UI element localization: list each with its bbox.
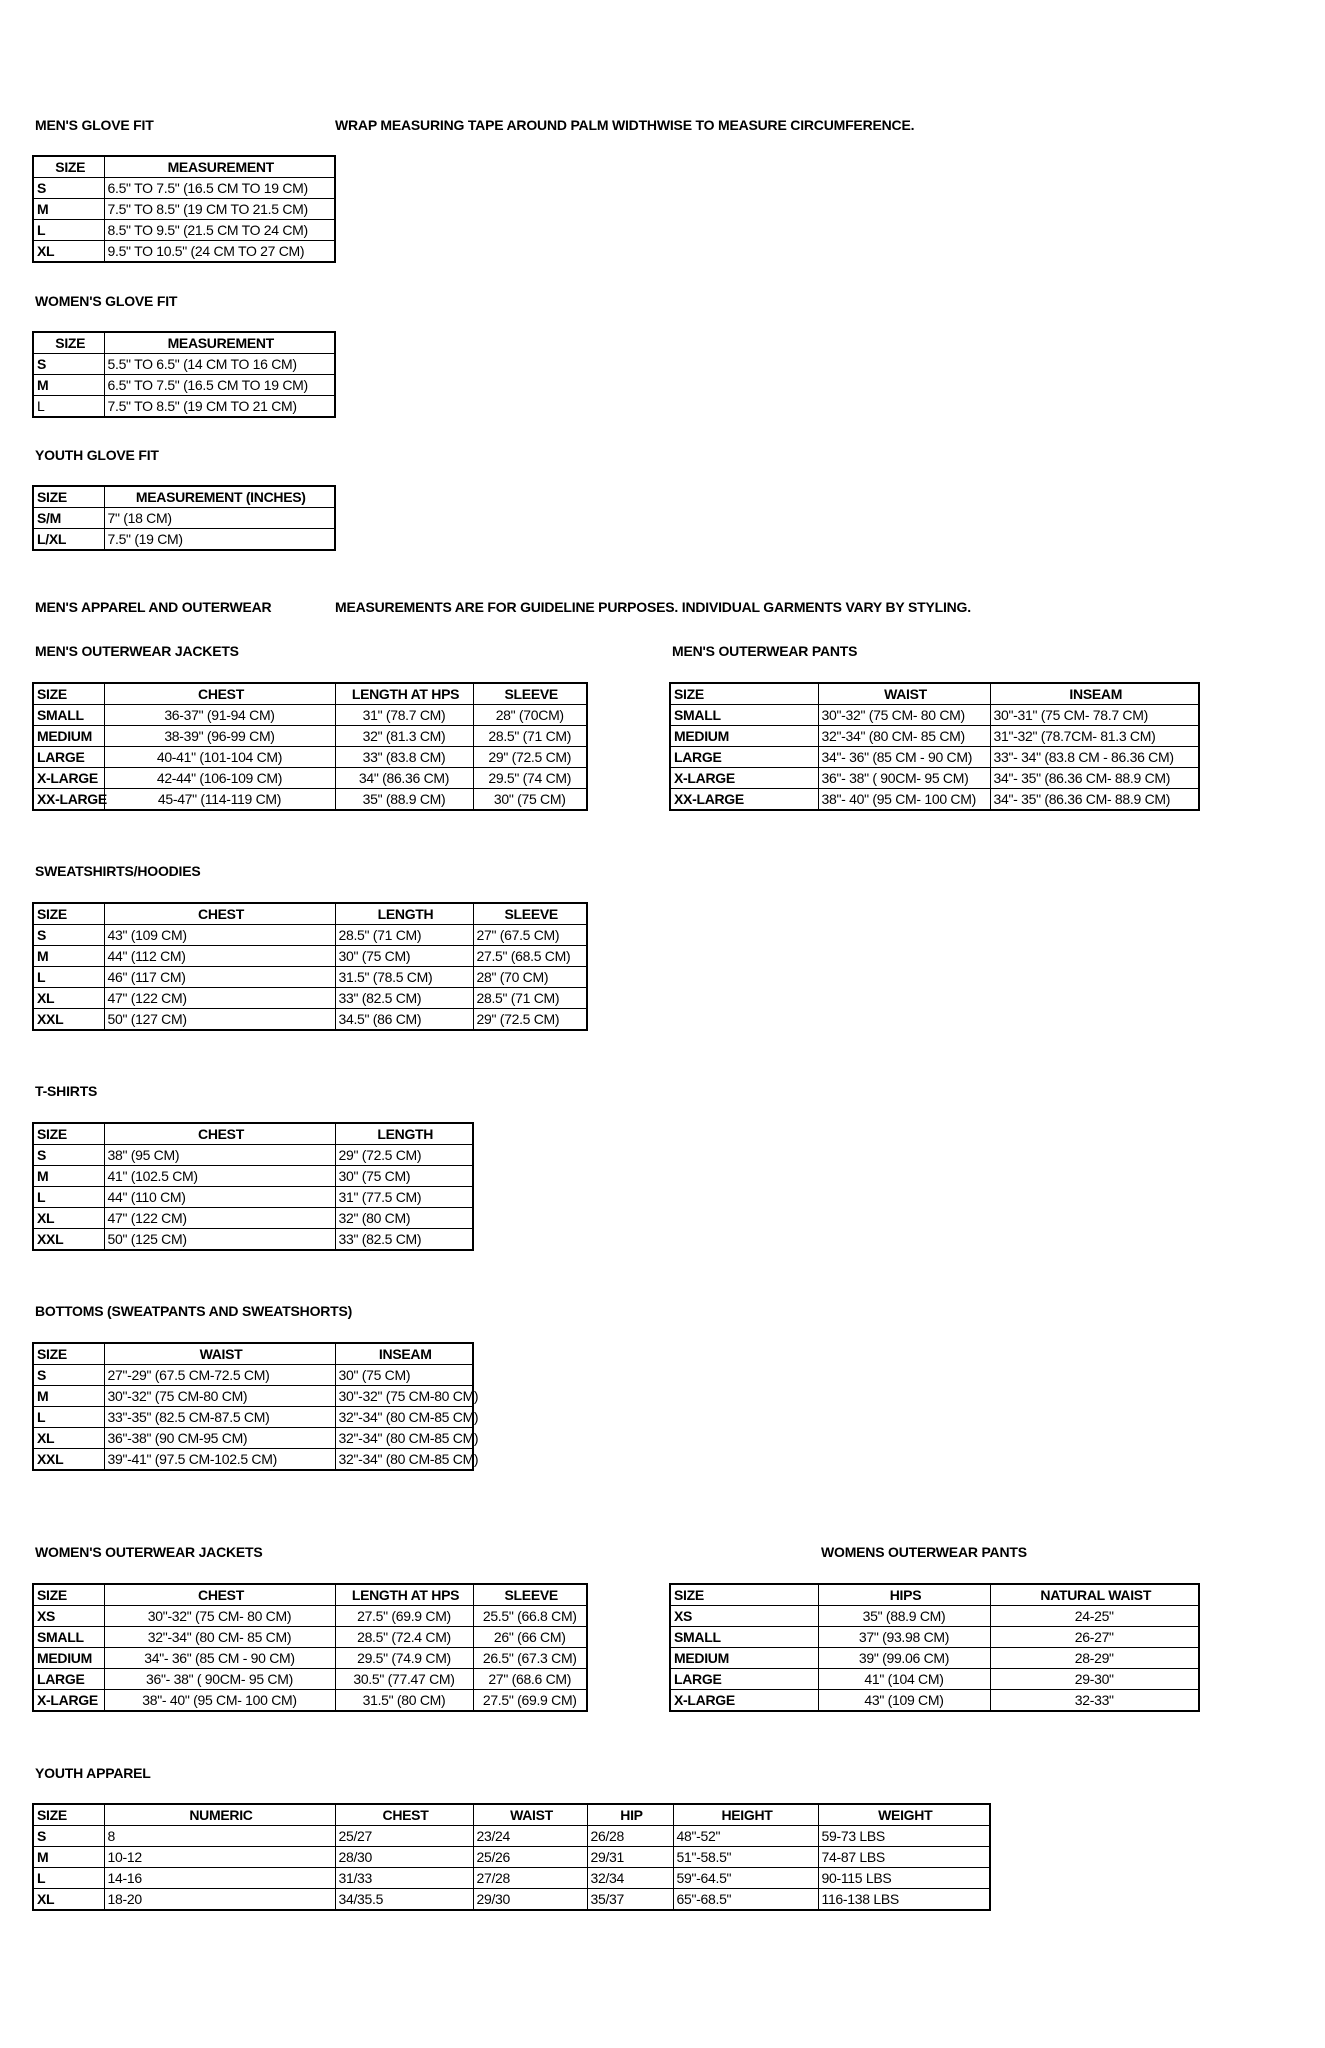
- size-cell: X-LARGE: [33, 1690, 104, 1712]
- womens-glove-table: [32, 331, 336, 418]
- womens-glove-title: WOMEN'S GLOVE FIT: [35, 293, 178, 309]
- size-cell: M: [33, 199, 104, 220]
- header-cell: MEASUREMENT: [104, 156, 335, 178]
- length-cell: 34.5" (86 CM): [335, 1009, 473, 1031]
- bottoms-title: BOTTOMS (SWEATPANTS AND SWEATSHORTS): [35, 1303, 353, 1319]
- size-cell: S/M: [33, 508, 104, 529]
- size-cell: M: [33, 375, 104, 396]
- waist-cell: 39"-41" (97.5 CM-102.5 CM): [104, 1449, 335, 1471]
- header-cell: CHEST: [104, 683, 335, 705]
- mens-apparel-note: MEASUREMENTS ARE FOR GUIDELINE PURPOSES. INDIVIDUAL GARMENTS VARY BY STYLING.: [335, 599, 971, 615]
- length-cell: 31" (77.5 CM): [335, 1187, 473, 1208]
- table-row: [670, 768, 1199, 789]
- waist-cell: 32-33": [990, 1690, 1199, 1712]
- waist-cell: 33"-35" (82.5 CM-87.5 CM): [104, 1407, 335, 1428]
- size-cell: MEDIUM: [33, 1648, 104, 1669]
- size-cell: L: [33, 1868, 104, 1889]
- waist-cell: 32"-34" (80 CM- 85 CM): [818, 726, 990, 747]
- mens-glove-title: MEN'S GLOVE FIT: [35, 117, 154, 133]
- size-cell: MEDIUM: [670, 1648, 818, 1669]
- table-header-row: [670, 1584, 1199, 1606]
- size-cell: L/XL: [33, 529, 104, 551]
- header-cell: WAIST: [818, 683, 990, 705]
- waist-cell: 26-27": [990, 1627, 1199, 1648]
- womens-jackets-table: [32, 1583, 588, 1712]
- waist-cell: 29-30": [990, 1669, 1199, 1690]
- chest-cell: 40-41" (101-104 CM): [104, 747, 335, 768]
- table-header-row: [33, 486, 335, 508]
- size-cell: SMALL: [33, 1627, 104, 1648]
- header-cell: NATURAL WAIST: [990, 1584, 1199, 1606]
- size-cell: SMALL: [670, 705, 818, 726]
- size-cell: M: [33, 1847, 104, 1868]
- size-cell: S: [33, 354, 104, 375]
- size-cell: X-LARGE: [33, 768, 104, 789]
- table-row: [670, 1648, 1199, 1669]
- table-row: [33, 396, 335, 418]
- waist-cell: 30"-32" (75 CM- 80 CM): [818, 705, 990, 726]
- size-cell: L: [33, 1187, 104, 1208]
- weight-cell: 116-138 LBS: [818, 1889, 990, 1911]
- size-cell: LARGE: [33, 1669, 104, 1690]
- size-cell: S: [33, 925, 104, 946]
- sleeve-cell: 29.5" (74 CM): [473, 768, 587, 789]
- table-row: [33, 1606, 587, 1627]
- chest-cell: 31/33: [335, 1868, 473, 1889]
- chest-cell: 43" (109 CM): [104, 925, 335, 946]
- chest-cell: 34"- 36" (85 CM - 90 CM): [104, 1648, 335, 1669]
- inseam-cell: 34"- 35" (86.36 CM- 88.9 CM): [990, 789, 1199, 811]
- size-cell: S: [33, 178, 104, 199]
- table-row: [33, 1826, 990, 1847]
- mens-jackets-table: [32, 682, 588, 811]
- waist-cell: 34"- 36" (85 CM - 90 CM): [818, 747, 990, 768]
- measurement-cell: 8.5" TO 9.5" (21.5 CM TO 24 CM): [104, 220, 335, 241]
- table-row: [33, 199, 335, 220]
- size-cell: XX-LARGE: [33, 789, 104, 811]
- chest-cell: 38-39" (96-99 CM): [104, 726, 335, 747]
- sleeve-cell: 28" (70 CM): [473, 967, 587, 988]
- sweatshirts-title: SWEATSHIRTS/HOODIES: [35, 863, 201, 879]
- chest-cell: 36-37" (91-94 CM): [104, 705, 335, 726]
- size-cell: XXL: [33, 1449, 104, 1471]
- header-cell: NUMERIC: [104, 1804, 335, 1826]
- size-cell: S: [33, 1365, 104, 1386]
- inseam-cell: 30"-32" (75 CM-80 CM): [335, 1386, 473, 1407]
- mens-jackets-title: MEN'S OUTERWEAR JACKETS: [35, 643, 239, 659]
- waist-cell: 29/30: [473, 1889, 587, 1911]
- header-cell: SIZE: [33, 683, 104, 705]
- sleeve-cell: 27" (68.6 CM): [473, 1669, 587, 1690]
- header-cell: MEASUREMENT: [104, 332, 335, 354]
- mens-pants-table: [669, 682, 1200, 811]
- header-cell: LENGTH AT HPS: [335, 1584, 473, 1606]
- chest-cell: 41" (102.5 CM): [104, 1166, 335, 1187]
- table-row: [33, 1669, 587, 1690]
- waist-cell: 24-25": [990, 1606, 1199, 1627]
- table-row: [33, 354, 335, 375]
- size-cell: M: [33, 946, 104, 967]
- numeric-cell: 8: [104, 1826, 335, 1847]
- youth-glove-table: [32, 485, 336, 551]
- table-row: [33, 1386, 473, 1407]
- measurement-cell: 7" (18 CM): [104, 508, 335, 529]
- size-cell: XXL: [33, 1229, 104, 1251]
- hips-cell: 39" (99.06 CM): [818, 1648, 990, 1669]
- size-cell: S: [33, 1145, 104, 1166]
- header-cell: SIZE: [33, 903, 104, 925]
- sleeve-cell: 26" (66 CM): [473, 1627, 587, 1648]
- youth-apparel-title: YOUTH APPAREL: [35, 1765, 151, 1781]
- size-cell: L: [33, 220, 104, 241]
- table-row: [33, 1145, 473, 1166]
- womens-jackets-title: WOMEN'S OUTERWEAR JACKETS: [35, 1544, 263, 1560]
- chest-cell: 44" (110 CM): [104, 1187, 335, 1208]
- table-row: [33, 1365, 473, 1386]
- size-cell: XL: [33, 241, 104, 263]
- header-cell: CHEST: [104, 903, 335, 925]
- header-cell: SIZE: [33, 486, 104, 508]
- header-cell: SIZE: [33, 156, 104, 178]
- table-row: [33, 1868, 990, 1889]
- chest-cell: 36"- 38" ( 90CM- 95 CM): [104, 1669, 335, 1690]
- size-cell: LARGE: [670, 1669, 818, 1690]
- header-cell: SIZE: [33, 1804, 104, 1826]
- header-cell: HIP: [587, 1804, 673, 1826]
- length-cell: 33" (83.8 CM): [335, 747, 473, 768]
- waist-cell: 28-29": [990, 1648, 1199, 1669]
- mens-glove-table: [32, 155, 336, 263]
- height-cell: 48"-52": [673, 1826, 818, 1847]
- sleeve-cell: 28" (70CM): [473, 705, 587, 726]
- size-cell: X-LARGE: [670, 1690, 818, 1712]
- length-cell: 31" (78.7 CM): [335, 705, 473, 726]
- waist-cell: 36"-38" (90 CM-95 CM): [104, 1428, 335, 1449]
- table-header-row: [33, 903, 587, 925]
- header-cell: SLEEVE: [473, 903, 587, 925]
- chest-cell: 50" (127 CM): [104, 1009, 335, 1031]
- table-header-row: [33, 332, 335, 354]
- hip-cell: 26/28: [587, 1826, 673, 1847]
- length-cell: 29" (72.5 CM): [335, 1145, 473, 1166]
- header-cell: LENGTH AT HPS: [335, 683, 473, 705]
- mens-apparel-title: MEN'S APPAREL AND OUTERWEAR: [35, 599, 272, 615]
- table-row: [33, 768, 587, 789]
- table-header-row: [33, 1123, 473, 1145]
- sleeve-cell: 29" (72.5 CM): [473, 1009, 587, 1031]
- sleeve-cell: 28.5" (71 CM): [473, 726, 587, 747]
- length-cell: 30.5" (77.47 CM): [335, 1669, 473, 1690]
- tshirts-title: T-SHIRTS: [35, 1083, 98, 1099]
- header-cell: SLEEVE: [473, 683, 587, 705]
- table-row: [33, 946, 587, 967]
- table-row: [33, 1208, 473, 1229]
- hip-cell: 35/37: [587, 1889, 673, 1911]
- length-cell: 33" (82.5 CM): [335, 1229, 473, 1251]
- header-cell: SIZE: [33, 1343, 104, 1365]
- youth-apparel-table: [32, 1803, 991, 1911]
- table-row: [670, 789, 1199, 811]
- header-cell: CHEST: [104, 1584, 335, 1606]
- chest-cell: 42-44" (106-109 CM): [104, 768, 335, 789]
- size-cell: XL: [33, 988, 104, 1009]
- header-cell: WAIST: [473, 1804, 587, 1826]
- waist-cell: 25/26: [473, 1847, 587, 1868]
- waist-cell: 23/24: [473, 1826, 587, 1847]
- header-cell: HIPS: [818, 1584, 990, 1606]
- size-cell: SMALL: [670, 1627, 818, 1648]
- header-cell: LENGTH: [335, 903, 473, 925]
- chest-cell: 50" (125 CM): [104, 1229, 335, 1251]
- height-cell: 65"-68.5": [673, 1889, 818, 1911]
- table-header-row: [33, 1584, 587, 1606]
- length-cell: 34" (86.36 CM): [335, 768, 473, 789]
- size-cell: L: [33, 967, 104, 988]
- table-row: [33, 529, 335, 551]
- sleeve-cell: 28.5" (71 CM): [473, 988, 587, 1009]
- chest-cell: 30"-32" (75 CM- 80 CM): [104, 1606, 335, 1627]
- length-cell: 33" (82.5 CM): [335, 988, 473, 1009]
- table-row: [33, 1009, 587, 1031]
- size-cell: XL: [33, 1208, 104, 1229]
- header-cell: SLEEVE: [473, 1584, 587, 1606]
- inseam-cell: 33"- 34" (83.8 CM - 86.36 CM): [990, 747, 1199, 768]
- waist-cell: 27/28: [473, 1868, 587, 1889]
- inseam-cell: 32"-34" (80 CM-85 CM): [335, 1449, 473, 1471]
- hips-cell: 37" (93.98 CM): [818, 1627, 990, 1648]
- header-cell: INSEAM: [990, 683, 1199, 705]
- size-cell: M: [33, 1386, 104, 1407]
- womens-pants-table: [669, 1583, 1200, 1712]
- table-row: [33, 1428, 473, 1449]
- measurement-cell: 7.5" (19 CM): [104, 529, 335, 551]
- header-cell: INSEAM: [335, 1343, 473, 1365]
- table-row: [33, 375, 335, 396]
- hip-cell: 29/31: [587, 1847, 673, 1868]
- table-row: [33, 1627, 587, 1648]
- chest-cell: 38"- 40" (95 CM- 100 CM): [104, 1690, 335, 1712]
- inseam-cell: 30"-31" (75 CM- 78.7 CM): [990, 705, 1199, 726]
- sleeve-cell: 27" (67.5 CM): [473, 925, 587, 946]
- mens-pants-title: MEN'S OUTERWEAR PANTS: [672, 643, 858, 659]
- length-cell: 30" (75 CM): [335, 1166, 473, 1187]
- length-cell: 29.5" (74.9 CM): [335, 1648, 473, 1669]
- sleeve-cell: 25.5" (66.8 CM): [473, 1606, 587, 1627]
- bottoms-table: [32, 1342, 479, 1471]
- hips-cell: 43" (109 CM): [818, 1690, 990, 1712]
- weight-cell: 90-115 LBS: [818, 1868, 990, 1889]
- sleeve-cell: 29" (72.5 CM): [473, 747, 587, 768]
- size-cell: M: [33, 1166, 104, 1187]
- table-row: [33, 925, 587, 946]
- table-row: [33, 705, 587, 726]
- sleeve-cell: 27.5" (68.5 CM): [473, 946, 587, 967]
- table-row: [33, 726, 587, 747]
- table-row: [33, 1229, 473, 1251]
- table-row: [33, 789, 587, 811]
- table-row: [33, 747, 587, 768]
- table-row: [670, 705, 1199, 726]
- measurement-cell: 7.5" TO 8.5" (19 CM TO 21.5 CM): [104, 199, 335, 220]
- header-cell: LENGTH: [335, 1123, 473, 1145]
- size-cell: XS: [33, 1606, 104, 1627]
- size-cell: L: [33, 1407, 104, 1428]
- length-cell: 31.5" (78.5 CM): [335, 967, 473, 988]
- table-row: [33, 241, 335, 263]
- youth-glove-title: YOUTH GLOVE FIT: [35, 447, 159, 463]
- mens-glove-note: WRAP MEASURING TAPE AROUND PALM WIDTHWISE TO MEASURE CIRCUMFERENCE.: [335, 117, 915, 133]
- numeric-cell: 18-20: [104, 1889, 335, 1911]
- chest-cell: 25/27: [335, 1826, 473, 1847]
- numeric-cell: 10-12: [104, 1847, 335, 1868]
- waist-cell: 36"- 38" ( 90CM- 95 CM): [818, 768, 990, 789]
- inseam-cell: 31"-32" (78.7CM- 81.3 CM): [990, 726, 1199, 747]
- size-cell: X-LARGE: [670, 768, 818, 789]
- chest-cell: 46" (117 CM): [104, 967, 335, 988]
- table-row: [33, 1166, 473, 1187]
- table-header-row: [670, 683, 1199, 705]
- chest-cell: 32"-34" (80 CM- 85 CM): [104, 1627, 335, 1648]
- measurement-cell: 6.5" TO 7.5" (16.5 CM TO 19 CM): [104, 375, 335, 396]
- table-row: [670, 1606, 1199, 1627]
- table-row: [33, 1407, 473, 1428]
- size-cell: XL: [33, 1889, 104, 1911]
- size-cell: XL: [33, 1428, 104, 1449]
- measurement-cell: 5.5" TO 6.5" (14 CM TO 16 CM): [104, 354, 335, 375]
- length-cell: 32" (81.3 CM): [335, 726, 473, 747]
- header-cell: WEIGHT: [818, 1804, 990, 1826]
- length-cell: 28.5" (71 CM): [335, 925, 473, 946]
- header-cell: HEIGHT: [673, 1804, 818, 1826]
- sleeve-cell: 30" (75 CM): [473, 789, 587, 811]
- length-cell: 27.5" (69.9 CM): [335, 1606, 473, 1627]
- chest-cell: 28/30: [335, 1847, 473, 1868]
- sleeve-cell: 27.5" (69.9 CM): [473, 1690, 587, 1712]
- table-row: [33, 1187, 473, 1208]
- table-row: [33, 1847, 990, 1868]
- table-row: [33, 220, 335, 241]
- length-cell: 31.5" (80 CM): [335, 1690, 473, 1712]
- table-row: [33, 508, 335, 529]
- size-cell: SMALL: [33, 705, 104, 726]
- table-row: [670, 1690, 1199, 1712]
- table-row: [670, 1669, 1199, 1690]
- table-row: [670, 726, 1199, 747]
- size-cell: S: [33, 1826, 104, 1847]
- size-cell: L: [33, 396, 104, 418]
- chest-cell: 34/35.5: [335, 1889, 473, 1911]
- size-cell: LARGE: [33, 747, 104, 768]
- length-cell: 30" (75 CM): [335, 946, 473, 967]
- length-cell: 32" (80 CM): [335, 1208, 473, 1229]
- inseam-cell: 30" (75 CM): [335, 1365, 473, 1386]
- table-row: [33, 1889, 990, 1911]
- table-row: [33, 1648, 587, 1669]
- size-cell: XXL: [33, 1009, 104, 1031]
- header-cell: SIZE: [670, 1584, 818, 1606]
- header-cell: MEASUREMENT (INCHES): [104, 486, 335, 508]
- waist-cell: 38"- 40" (95 CM- 100 CM): [818, 789, 990, 811]
- womens-pants-title: WOMENS OUTERWEAR PANTS: [821, 1544, 1027, 1560]
- length-cell: 35" (88.9 CM): [335, 789, 473, 811]
- table-header-row: [33, 683, 587, 705]
- header-cell: CHEST: [104, 1123, 335, 1145]
- table-row: [33, 1690, 587, 1712]
- height-cell: 59"-64.5": [673, 1868, 818, 1889]
- header-cell: SIZE: [33, 1123, 104, 1145]
- table-header-row: [33, 156, 335, 178]
- sweatshirts-table: [32, 902, 588, 1031]
- header-cell: SIZE: [670, 683, 818, 705]
- chest-cell: 47" (122 CM): [104, 988, 335, 1009]
- table-header-row: [33, 1804, 990, 1826]
- table-row: [670, 747, 1199, 768]
- measurement-cell: 7.5" TO 8.5" (19 CM TO 21 CM): [104, 396, 335, 418]
- table-row: [670, 1627, 1199, 1648]
- chest-cell: 47" (122 CM): [104, 1208, 335, 1229]
- tshirts-table: [32, 1122, 474, 1251]
- sleeve-cell: 26.5" (67.3 CM): [473, 1648, 587, 1669]
- chest-cell: 44" (112 CM): [104, 946, 335, 967]
- inseam-cell: 32"-34" (80 CM-85 CM): [335, 1428, 473, 1449]
- header-cell: SIZE: [33, 332, 104, 354]
- chest-cell: 38" (95 CM): [104, 1145, 335, 1166]
- table-row: [33, 988, 587, 1009]
- hip-cell: 32/34: [587, 1868, 673, 1889]
- inseam-cell: 34"- 35" (86.36 CM- 88.9 CM): [990, 768, 1199, 789]
- header-cell: SIZE: [33, 1584, 104, 1606]
- size-cell: LARGE: [670, 747, 818, 768]
- header-cell: CHEST: [335, 1804, 473, 1826]
- measurement-cell: 9.5" TO 10.5" (24 CM TO 27 CM): [104, 241, 335, 263]
- size-cell: MEDIUM: [670, 726, 818, 747]
- chest-cell: 45-47" (114-119 CM): [104, 789, 335, 811]
- measurement-cell: 6.5" TO 7.5" (16.5 CM TO 19 CM): [104, 178, 335, 199]
- table-header-row: [33, 1343, 473, 1365]
- table-row: [33, 178, 335, 199]
- size-cell: MEDIUM: [33, 726, 104, 747]
- weight-cell: 59-73 LBS: [818, 1826, 990, 1847]
- hips-cell: 41" (104 CM): [818, 1669, 990, 1690]
- size-cell: XS: [670, 1606, 818, 1627]
- hips-cell: 35" (88.9 CM): [818, 1606, 990, 1627]
- length-cell: 28.5" (72.4 CM): [335, 1627, 473, 1648]
- height-cell: 51"-58.5": [673, 1847, 818, 1868]
- header-cell: WAIST: [104, 1343, 335, 1365]
- weight-cell: 74-87 LBS: [818, 1847, 990, 1868]
- inseam-cell: 32"-34" (80 CM-85 CM): [335, 1407, 473, 1428]
- waist-cell: 27"-29" (67.5 CM-72.5 CM): [104, 1365, 335, 1386]
- numeric-cell: 14-16: [104, 1868, 335, 1889]
- size-cell: XX-LARGE: [670, 789, 818, 811]
- waist-cell: 30"-32" (75 CM-80 CM): [104, 1386, 335, 1407]
- table-row: [33, 1449, 473, 1471]
- table-row: [33, 967, 587, 988]
